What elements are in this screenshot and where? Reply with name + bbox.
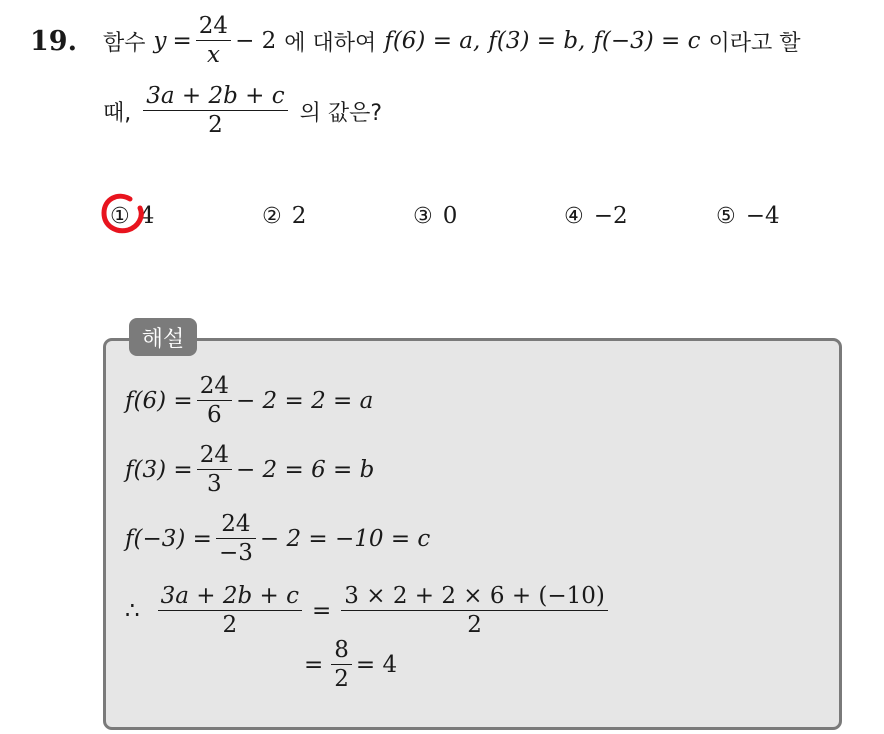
fraction-numerator: 24 (199, 373, 229, 399)
choice-marker: ② (262, 203, 282, 229)
choice-marker: ③ (413, 203, 433, 229)
choice-5[interactable] (716, 203, 780, 229)
row-rhs: = 4 (355, 652, 398, 679)
choice-4[interactable] (564, 203, 628, 229)
choice-value: 4 (139, 203, 155, 229)
fraction-denominator: 3 (197, 469, 232, 497)
fraction-24-over-x (196, 14, 231, 69)
condition-fm3: f(−3) = c (593, 28, 701, 55)
row-fraction (197, 443, 232, 498)
equals-sign: = (172, 28, 192, 55)
question-line2-lead: 때, (103, 100, 132, 126)
row-fraction (197, 374, 232, 429)
row-rhs: − 2 = 6 = b (235, 457, 375, 484)
question-line2-tail: 의 값은? (299, 100, 383, 126)
equals-sign: = (304, 652, 324, 679)
question-lead: 함수 (103, 30, 146, 56)
fraction-denominator: 2 (341, 610, 608, 638)
solution-tag: 해설 (129, 318, 197, 356)
choice-value: −2 (593, 203, 628, 229)
condition-f6: f(6) = a, (384, 28, 481, 55)
fraction-numerator: 3a + 2b + c (160, 583, 300, 609)
fraction-denominator: −3 (216, 538, 256, 566)
question-number: 19. (30, 26, 77, 57)
answer-circle-mark (100, 193, 146, 235)
row-fraction (216, 512, 256, 567)
row-lhs: f(−3) = (125, 526, 212, 553)
choice-value: 0 (442, 203, 458, 229)
solution-row-3 (125, 512, 430, 567)
fraction-denominator: 2 (158, 610, 302, 638)
equals-sign: = (312, 598, 332, 625)
question-line-1 (103, 14, 801, 69)
fraction-denominator: 2 (143, 110, 287, 138)
minus-two: − 2 (235, 28, 277, 55)
therefore-symbol: ∴ (125, 598, 140, 625)
row-rhs: − 2 = −10 = c (259, 526, 431, 553)
var-y: y (153, 28, 167, 55)
solution-row-2 (125, 443, 374, 498)
fraction-expression (143, 84, 287, 139)
solution-row-5 (304, 638, 397, 693)
fraction-numerator: 24 (221, 511, 251, 537)
choice-value: 2 (291, 203, 307, 229)
fraction-numerator: 3 × 2 + 2 × 6 + (−10) (344, 583, 605, 609)
question-mid: 에 대하여 (284, 30, 377, 56)
fraction-numerator: 8 (334, 637, 349, 663)
choice-marker: ④ (564, 203, 584, 229)
question-tail: 이라고 할 (708, 30, 801, 56)
choice-marker: ⑤ (716, 203, 736, 229)
row-fraction (331, 638, 352, 693)
condition-f3: f(3) = b, (488, 28, 586, 55)
solution-row-4 (125, 584, 612, 639)
fraction-denominator: x (196, 40, 231, 68)
choice-value: −4 (745, 203, 780, 229)
question-line-2 (103, 84, 382, 139)
solution-row-1 (125, 374, 373, 429)
fraction-numerator: 24 (198, 13, 229, 39)
fraction-denominator: 2 (331, 664, 352, 692)
fraction-numerator: 24 (199, 442, 229, 468)
choice-3[interactable] (413, 203, 457, 229)
row-lhs: f(6) = (125, 388, 193, 415)
row-lhs: f(3) = (125, 457, 193, 484)
row-fraction-left (158, 584, 302, 639)
choice-marker: ① (110, 203, 130, 229)
row-fraction-right (341, 584, 608, 639)
choice-2[interactable] (262, 203, 306, 229)
fraction-numerator: 3a + 2b + c (146, 83, 285, 109)
row-rhs: − 2 = 2 = a (235, 388, 374, 415)
fraction-denominator: 6 (197, 400, 232, 428)
